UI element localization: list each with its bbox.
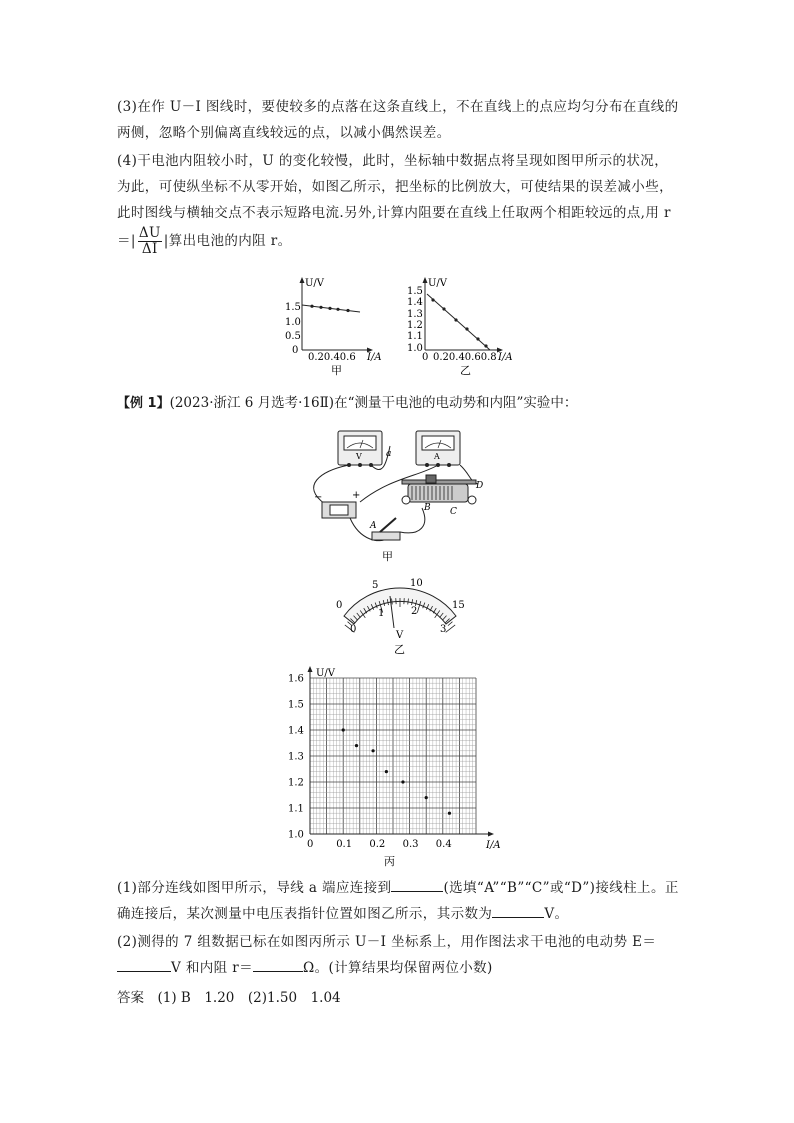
data-point: [328, 307, 331, 310]
data-point: [310, 305, 313, 308]
dial-outer-10: 10: [410, 578, 423, 589]
y-tick-0.5: 0.5: [285, 331, 301, 342]
y-tick-1.3: 1.3: [407, 309, 423, 320]
question-2-text-c: Ω。(计算结果均保留两位小数): [303, 960, 493, 976]
y-tick-label: 1.4: [288, 725, 304, 737]
y-tick-1.2: 1.2: [407, 320, 423, 331]
fraction-denominator: ΔI: [141, 241, 158, 257]
ammeter: [416, 431, 460, 467]
battery: [314, 490, 360, 518]
x-tick-label: 0.4: [435, 839, 452, 850]
y-axis-label: U/V: [305, 278, 325, 289]
y-tick-1.5: 1.5: [407, 286, 423, 297]
x-axis-label: I/A: [486, 840, 501, 851]
voltmeter-dial: [330, 576, 470, 656]
data-point: [346, 309, 349, 312]
question-2-text-a: (2)测得的 7 组数据已标在如图丙所示 U－I 坐标系上，用作图法求干电池的电动势 E＝: [117, 934, 657, 950]
dial-outer-15: 15: [452, 600, 465, 611]
x-axis-label: I/A: [367, 352, 382, 363]
dial-unit: V: [396, 630, 404, 641]
y-tick-1.1: 1.1: [407, 331, 423, 342]
y-tick-label: 1.0: [288, 829, 304, 841]
data-point: [465, 327, 468, 330]
chart-caption: 丙: [384, 855, 395, 868]
terminal-B: B: [424, 503, 431, 513]
dial-tick: [446, 625, 455, 632]
y-axis-arrow: [423, 277, 428, 283]
question-1-text-c: V。: [544, 906, 569, 922]
x-axis-arrow: [488, 832, 494, 837]
wire-end-a: a: [386, 449, 392, 459]
circuit-caption: 甲: [382, 550, 393, 563]
x-tick-label: 0.2: [369, 839, 386, 850]
figure-yi: [400, 272, 530, 382]
dial-inner-3: 3: [440, 624, 447, 635]
switch: [369, 518, 400, 540]
data-point: [371, 749, 374, 752]
question-1-text-b: (选填“A”“B”“C”或“D”)接线柱上。正确连接后，某次测量中电压表指针位置如图乙所示，其示数为: [117, 880, 679, 922]
delta-fraction: [138, 226, 162, 257]
data-point: [336, 308, 339, 311]
fit-line: [427, 294, 490, 350]
data-point: [385, 770, 388, 773]
data-point: [454, 318, 457, 321]
dial-inner-1: 1: [378, 608, 385, 619]
y-tick-label: 1.6: [288, 673, 304, 685]
y-axis-label: U/V: [316, 668, 336, 679]
question-2: [117, 929, 680, 981]
dial-inner-2: 2: [411, 606, 418, 617]
paragraph-4: [117, 148, 680, 257]
battery-minus: −: [314, 492, 323, 503]
x-axis-label: I/A: [498, 352, 513, 363]
question-1-text-a: (1)部分连线如图甲所示，导线 a 端应连接到: [117, 880, 392, 896]
y-tick-label: 1.1: [288, 803, 304, 815]
answer-blank-1[interactable]: [391, 877, 443, 892]
fraction-numerator: ΔU: [138, 225, 161, 241]
x-tick-labels: [307, 839, 452, 850]
paragraph-4-tail: |算出电池的内阻 r。: [163, 233, 292, 249]
paragraph-3: (3)在作 U－I 图线时，要使较多的点落在这条直线上，不在直线上的点应均匀分布在直线的两侧，忽略个别偏离直线较远的点，以减小偶然误差。: [117, 99, 679, 141]
x-ticks: 0.20.40.60.8: [433, 352, 497, 363]
data-point: [425, 796, 428, 799]
terminal-A: A: [370, 521, 377, 531]
x-tick-label: 0.1: [336, 839, 353, 850]
figure-caption: 甲: [331, 364, 342, 377]
example-title: [117, 390, 680, 417]
y-tick-1.0: 1.0: [407, 343, 423, 354]
y-tick-0: 0: [292, 345, 299, 356]
dial-inner-0: 0: [350, 624, 357, 635]
data-point: [476, 337, 479, 340]
x-origin: 0: [422, 352, 429, 363]
voltmeter-label: V: [356, 452, 362, 461]
terminal-C: C: [450, 507, 457, 517]
figure-jia: [270, 272, 400, 382]
y-axis-label: U/V: [428, 278, 448, 289]
terminal-D: D: [476, 481, 484, 491]
answer-text: (1) B 1.20 (2)1.50 1.04: [157, 990, 341, 1006]
data-point: [484, 344, 487, 347]
y-tick-label: 1.3: [288, 751, 304, 763]
data-point: [442, 307, 445, 310]
data-point: [319, 306, 322, 309]
answer-label: 答案: [117, 990, 144, 1006]
data-point: [342, 728, 345, 731]
x-tick-label: 0: [307, 839, 314, 850]
paragraph-4-text: (4)干电池内阻较小时，U 的变化较慢，此时，坐标轴中数据点将呈现如图甲所示的状况，为此，可使纵坐标不从零开始，如图乙所示，把坐标的比例放大，可使结果的误差减小些，此时图线与横轴交点不表示短路电流.另外,计算内阻要在直线上任取两个相距较远的点,用 r＝|: [117, 153, 673, 249]
voltmeter: [338, 431, 382, 467]
grid-chart: [280, 662, 510, 872]
answer-blank-2[interactable]: [492, 903, 544, 918]
answer-blank-4[interactable]: [253, 957, 303, 972]
dial-caption: 乙: [394, 643, 405, 656]
y-tick-1.5: 1.5: [285, 302, 301, 313]
data-point: [401, 780, 404, 783]
x-ticks: 0.20.40.6: [308, 352, 356, 363]
dial-outer-5: 5: [372, 580, 379, 591]
example-tag: 【例 1】: [117, 396, 170, 411]
data-point: [355, 744, 358, 747]
y-tick-1.4: 1.4: [407, 297, 423, 308]
y-axis-arrow: [300, 277, 305, 283]
y-tick-label: 1.2: [288, 777, 304, 789]
y-tick-1.0: 1.0: [285, 317, 301, 328]
y-tick-label: 1.5: [288, 699, 304, 711]
question-1: [117, 875, 680, 927]
figure-caption: 乙: [460, 364, 471, 377]
ammeter-label: A: [434, 452, 440, 461]
example-source: (2023·浙江 6 月选考·16Ⅱ)在“测量干电池的电动势和内阻”实验中：: [169, 395, 578, 411]
y-axis-arrow: [308, 666, 313, 672]
circuit-figure: [300, 426, 500, 568]
x-tick-label: 0.3: [402, 839, 419, 850]
dial-outer-0: 0: [336, 600, 343, 611]
answer-line: [117, 986, 341, 1006]
data-point: [431, 298, 434, 301]
grid-lines: [310, 678, 476, 834]
rheostat: [402, 475, 483, 517]
y-tick-labels: [288, 674, 304, 841]
data-point: [448, 812, 451, 815]
answer-blank-3[interactable]: [117, 957, 171, 972]
question-2-text-b: V 和内阻 r＝: [171, 960, 253, 976]
battery-plus: +: [352, 490, 361, 501]
